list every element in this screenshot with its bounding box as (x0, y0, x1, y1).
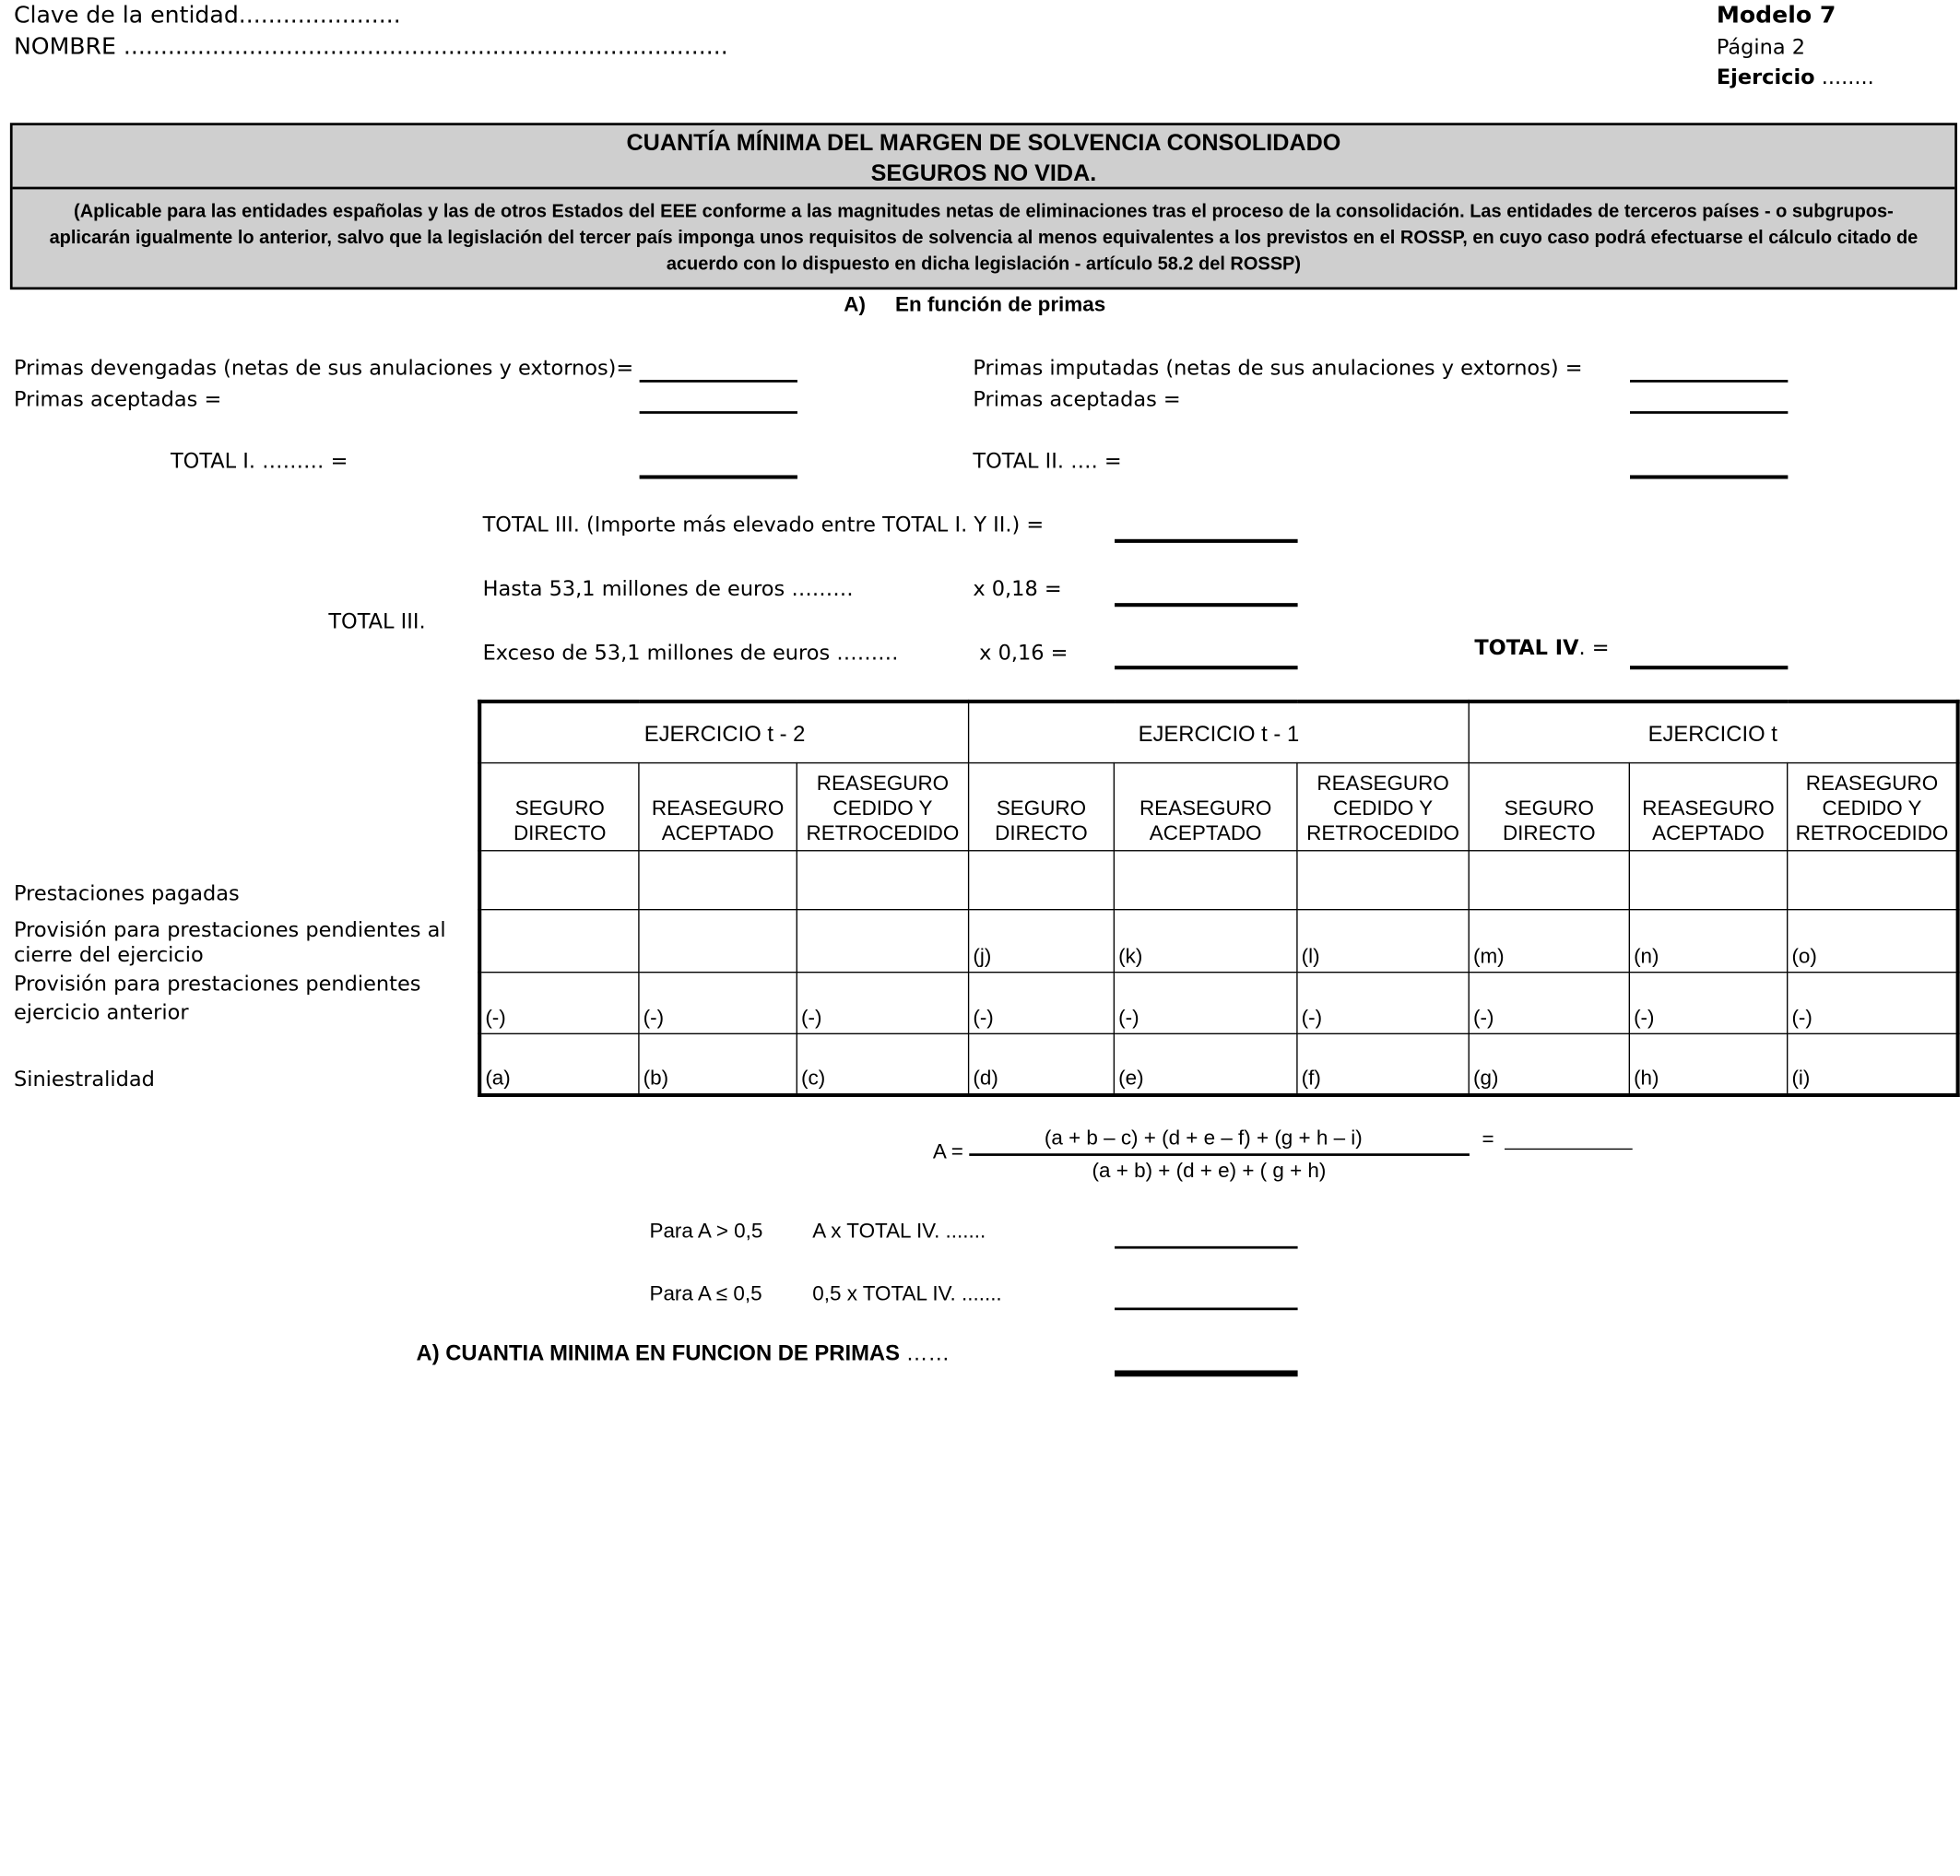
ejercicio-text: Ejercicio (1716, 65, 1815, 89)
period-header-t-1: EJERCICIO t - 1 (969, 702, 1470, 763)
col-header-reaseguro-aceptado (639, 763, 797, 851)
table-cell[interactable]: (a) (479, 1033, 639, 1095)
title-lines (13, 128, 1955, 188)
table-cell[interactable] (1297, 851, 1469, 910)
cuantia-minima-dots: …… (905, 1339, 950, 1366)
col-header-reaseguro-aceptado (1114, 763, 1297, 851)
title-note: (Aplicable para las entidades españolas y las de otros Estados del EEE conforme a las magnitudes netas de eliminaciones tras el proceso de la consolidación. Las entidades de terceros países - o subgrupos- aplicarán igualmente lo anterior, salvo que la legislación del tercer país imponga unos requisitos de solvencia al menos equivalentes a los previstos en el ROSSP, en cuyo caso podrá efectuarse el cálculo citado de acuerdo con lo dispuesto en dicha legislación - artículo 58.2 del ROSSP) (13, 187, 1955, 288)
total-ii-field[interactable] (1630, 475, 1788, 478)
total-iii-expr: TOTAL III. (Importe más elevado entre TOTAL I. Y II.) = (482, 513, 1045, 537)
table-cell[interactable] (1469, 851, 1629, 910)
col-header-line: ACEPTADO (661, 822, 774, 845)
table-cell[interactable] (479, 851, 639, 910)
col-header-line: DIRECTO (513, 822, 607, 845)
col-header-line: REASEGURO (1805, 772, 1939, 796)
col-header-line: ACEPTADO (1149, 822, 1262, 845)
table-cell[interactable]: (h) (1629, 1033, 1787, 1095)
table-cell[interactable] (479, 910, 639, 973)
col-header-seguro-directo (969, 763, 1115, 851)
table-cell[interactable]: (-) (1788, 973, 1958, 1034)
total-ii-label: TOTAL II. …. = (973, 448, 1122, 473)
title-line-2: SEGUROS NO VIDA. (870, 159, 1097, 186)
hasta-factor: x 0,18 = (973, 576, 1062, 601)
table-cell[interactable] (639, 910, 797, 973)
table-cell[interactable] (797, 910, 968, 973)
ejercicio-dots: ........ (1821, 65, 1874, 89)
table-cell[interactable]: (n) (1629, 910, 1787, 973)
col-header-line: REASEGURO (1139, 796, 1272, 820)
total-iv-label: TOTAL IV (1474, 635, 1579, 660)
formula-result-field[interactable] (1505, 1149, 1633, 1150)
table-cell[interactable]: (-) (1297, 973, 1469, 1034)
primas-imputadas-field[interactable] (1630, 380, 1788, 383)
row-siniestralidad (479, 1033, 1957, 1095)
table-cell[interactable] (1629, 851, 1787, 910)
col-header-seguro-directo (479, 763, 639, 851)
exceso-label: Exceso de 53,1 millones de euros ……… (482, 640, 899, 665)
table-cell[interactable]: (j) (969, 910, 1115, 973)
row-prestaciones-pagadas (479, 851, 1957, 910)
table-cell[interactable]: (g) (1469, 1033, 1629, 1095)
col-header-line: REASEGURO (651, 796, 785, 820)
col-header-line: DIRECTO (1502, 822, 1596, 845)
primas-imputadas-label: Primas imputadas (netas de sus anulaciones y extornos) = (973, 356, 1583, 381)
table-cell[interactable]: (f) (1297, 1033, 1469, 1095)
table-cell[interactable]: (-) (969, 973, 1115, 1034)
row-label-prestaciones-pagadas: Prestaciones pagadas (13, 881, 240, 905)
section-a-title: En función de primas (895, 293, 1106, 316)
table-cell[interactable]: (b) (639, 1033, 797, 1095)
total-iii-field[interactable] (1115, 539, 1298, 543)
row-pendientes-anterior (479, 973, 1957, 1034)
primas-aceptadas-left-field[interactable] (640, 411, 797, 414)
table-cell[interactable] (969, 851, 1115, 910)
period-header-t-2: EJERCICIO t - 2 (479, 702, 968, 763)
table-cell[interactable] (1114, 851, 1297, 910)
col-header-line: CEDIDO Y (1333, 796, 1434, 820)
col-header-seguro-directo (1469, 763, 1629, 851)
primas-devengadas-label: Primas devengadas (netas de sus anulaciones y extornos)= (13, 356, 634, 381)
para-gt-field[interactable] (1115, 1246, 1298, 1249)
total-iii-side-label: TOTAL III. (328, 608, 426, 633)
primas-devengadas-field[interactable] (640, 380, 797, 383)
cuantia-minima-label: A) CUANTIA MINIMA EN FUNCION DE PRIMAS (416, 1339, 900, 1366)
primas-aceptadas-right-label: Primas aceptadas = (973, 387, 1181, 412)
table-cell[interactable]: (-) (639, 973, 797, 1034)
table-cell[interactable]: (e) (1114, 1033, 1297, 1095)
table-cell[interactable]: (l) (1297, 910, 1469, 973)
modelo-label: Modelo 7 (1716, 2, 1836, 29)
col-header-line: SEGURO (996, 796, 1087, 820)
formula-numerator: (a + b – c) + (d + e – f) + (g + h – i) (1044, 1127, 1363, 1150)
table-cell[interactable]: (k) (1114, 910, 1297, 973)
para-le-label: Para A ≤ 0,5 (649, 1282, 762, 1305)
table-cell[interactable]: (c) (797, 1033, 968, 1095)
cuantia-minima-label-group (417, 1340, 950, 1367)
formula-lhs: A = (932, 1140, 963, 1164)
exceso-factor: x 0,16 = (979, 640, 1069, 665)
total-iv-label-group (1474, 636, 1609, 660)
row-label-pendientes-anterior-1: Provisión para prestaciones pendientes (13, 972, 421, 996)
hasta-label: Hasta 53,1 millones de euros ……… (482, 576, 854, 601)
exceso-field[interactable] (1115, 666, 1298, 669)
primas-aceptadas-left-label: Primas aceptadas = (13, 387, 222, 412)
total-iv-field[interactable] (1630, 666, 1788, 669)
col-header-line: SEGURO (514, 796, 605, 820)
col-header-line: SEGURO (1504, 796, 1594, 820)
title-line-1: CUANTÍA MÍNIMA DEL MARGEN DE SOLVENCIA CONSOLIDADO (626, 129, 1341, 156)
col-header-reaseguro-aceptado (1629, 763, 1787, 851)
col-header-reaseguro-cedido (797, 763, 968, 851)
primas-aceptadas-right-field[interactable] (1630, 411, 1788, 414)
col-header-line: RETROCEDIDO (1306, 822, 1459, 845)
row-pendientes-cierre (479, 910, 1957, 973)
pagina-label: Página 2 (1716, 35, 1805, 59)
hasta-field[interactable] (1115, 603, 1298, 607)
siniestralidad-table (478, 700, 1960, 1097)
col-header-reaseguro-cedido (1297, 763, 1469, 851)
table-cell[interactable]: (m) (1469, 910, 1629, 973)
col-header-line: REASEGURO (816, 772, 950, 796)
table-cell[interactable]: (-) (1629, 973, 1787, 1034)
table-cell[interactable] (797, 851, 968, 910)
col-header-reaseguro-cedido (1788, 763, 1958, 851)
formula-fraction-bar (969, 1153, 1470, 1156)
formula-eq: = (1482, 1128, 1494, 1151)
table-cell[interactable] (639, 851, 797, 910)
title-box (10, 123, 1957, 289)
row-label-pendientes-anterior-2: ejercicio anterior (13, 1000, 189, 1025)
table-cell[interactable]: (-) (1469, 973, 1629, 1034)
col-header-line: RETROCEDIDO (806, 822, 960, 845)
para-le-field[interactable] (1115, 1307, 1298, 1310)
table-cell[interactable]: (i) (1788, 1033, 1958, 1095)
para-le-expr: 0,5 x TOTAL IV. ....... (812, 1282, 1002, 1305)
total-iv-eq: . = (1578, 635, 1610, 660)
total-i-label: TOTAL I. ……… = (170, 448, 348, 473)
col-header-line: CEDIDO Y (1822, 796, 1922, 820)
col-header-line: RETROCEDIDO (1795, 822, 1949, 845)
col-header-line: CEDIDO Y (832, 796, 933, 820)
para-gt-label: Para A > 0,5 (649, 1220, 763, 1243)
para-gt-expr: A x TOTAL IV. ....... (812, 1220, 986, 1243)
row-label-pendientes-cierre-2: cierre del ejercicio (13, 942, 204, 967)
period-header-t: EJERCICIO t (1469, 702, 1957, 763)
cuantia-minima-field[interactable] (1115, 1370, 1298, 1376)
row-label-pendientes-cierre-1: Provisión para prestaciones pendientes al (13, 917, 446, 942)
row-label-siniestralidad: Siniestralidad (13, 1067, 155, 1091)
table-cell[interactable] (1788, 851, 1958, 910)
table-cell[interactable]: (-) (797, 973, 968, 1034)
col-header-line: ACEPTADO (1652, 822, 1765, 845)
ejercicio-label (1717, 65, 1874, 89)
nombre-entidad: NOMBRE .................................................................................. (13, 33, 728, 61)
table-cell[interactable]: (-) (1114, 973, 1297, 1034)
table-cell[interactable]: (d) (969, 1033, 1115, 1095)
col-header-line: REASEGURO (1642, 796, 1775, 820)
section-a-letter: A) (844, 293, 866, 316)
col-header-line: DIRECTO (995, 822, 1088, 845)
table-cell[interactable]: (-) (479, 973, 639, 1034)
table-cell[interactable]: (o) (1788, 910, 1958, 973)
formula-denominator: (a + b) + (d + e) + ( g + h) (1092, 1160, 1327, 1183)
clave-entidad: Clave de la entidad...................... (13, 2, 401, 29)
total-i-field[interactable] (640, 475, 797, 478)
col-header-line: REASEGURO (1317, 772, 1449, 796)
